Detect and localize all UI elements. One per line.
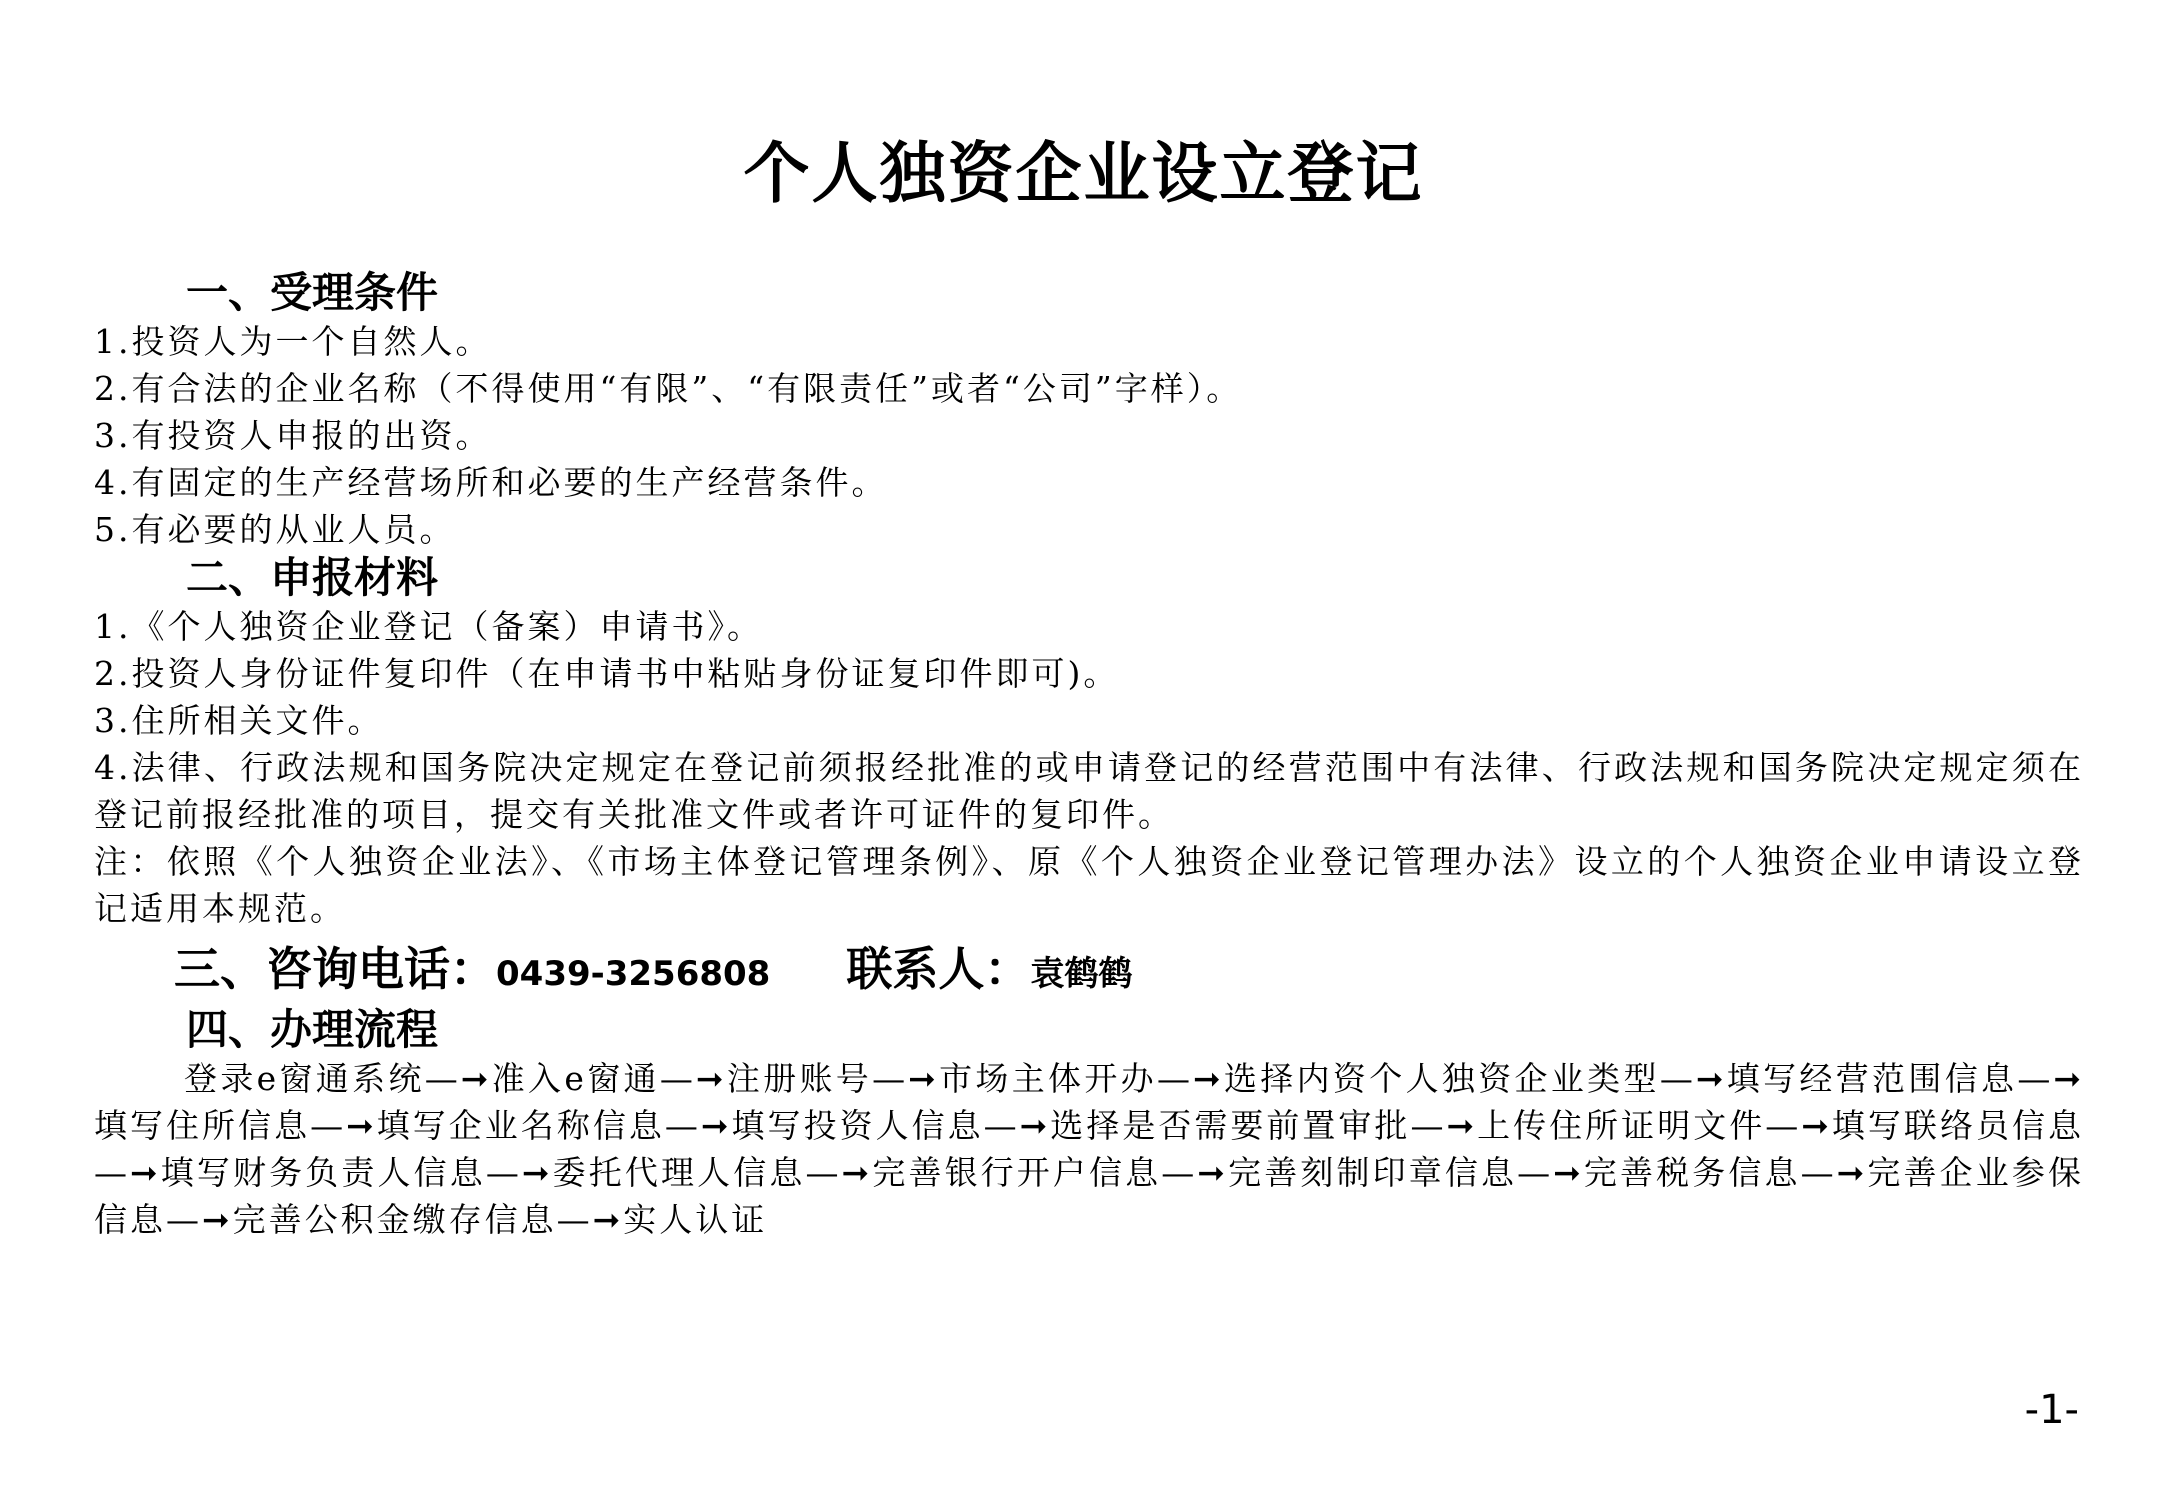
document-title: 个人独资企业设立登记 bbox=[743, 134, 1424, 212]
condition-item: 2.有合法的企业名称（不得使用“有限”、“有限责任”或者“公司”字样）。 bbox=[94, 369, 1243, 408]
materials-note: 注：依照《个人独资企业法》、《市场主体登记管理条例》、原《个人独资企业登记管理办法》设立的个人独资企业申请设立登记适用本规范。 bbox=[94, 842, 2084, 928]
contact-person-name: 袁鹤鹤 bbox=[1030, 954, 1133, 994]
phone-number: 0439-3256808 bbox=[496, 954, 771, 994]
phone-label: 三、咨询电话： bbox=[174, 942, 496, 996]
condition-item: 4.有固定的生产经营场所和必要的生产经营条件。 bbox=[94, 463, 888, 502]
condition-item: 1.投资人为一个自然人。 bbox=[94, 322, 492, 361]
condition-item: 5.有必要的从业人员。 bbox=[94, 510, 456, 549]
document-body bbox=[94, 268, 2084, 1243]
material-item: 4.法律、行政法规和国务院决定规定在登记前须报经批准的或申请登记的经营范围中有法律、行政法规和国务院决定规定须在登记前报经批准的项目，提交有关批准文件或者许可证件的复印件。 bbox=[94, 748, 2084, 834]
section-heading-conditions: 一、受理条件 bbox=[186, 268, 439, 317]
material-item: 2.投资人身份证件复印件（在申请书中粘贴身份证复印件即可)。 bbox=[94, 654, 1120, 693]
contact-line bbox=[94, 938, 2084, 1005]
materials-list bbox=[94, 603, 2084, 932]
material-item: 3.住所相关文件。 bbox=[94, 701, 384, 740]
section-heading-process: 四、办理流程 bbox=[186, 1005, 439, 1054]
page-number: -1- bbox=[2024, 1387, 2079, 1433]
process-flow-text: 登录e窗通系统—➞准入e窗通—➞注册账号—➞市场主体开办—➞选择内资个人独资企业类型—➞填写经营范围信息—➞填写住所信息—➞填写企业名称信息—➞填写投资人信息—➞选择是否需要前置审批—➞上传住所证明文件—➞填写联络员信息—➞填写财务负责人信息—➞委托代理人信息—➞完善银行开户信息—➞完善刻制印章信息—➞完善税务信息—➞完善企业参保信息—➞完善公积金缴存信息—➞实人认证 bbox=[94, 1059, 2084, 1239]
section-heading-materials: 二、申报材料 bbox=[186, 553, 439, 602]
contact-person-label: 联系人： bbox=[846, 942, 1031, 996]
conditions-list bbox=[94, 318, 2084, 553]
material-item: 1.《个人独资企业登记（备案）申请书》。 bbox=[94, 607, 763, 646]
condition-item: 3.有投资人申报的出资。 bbox=[94, 416, 492, 455]
